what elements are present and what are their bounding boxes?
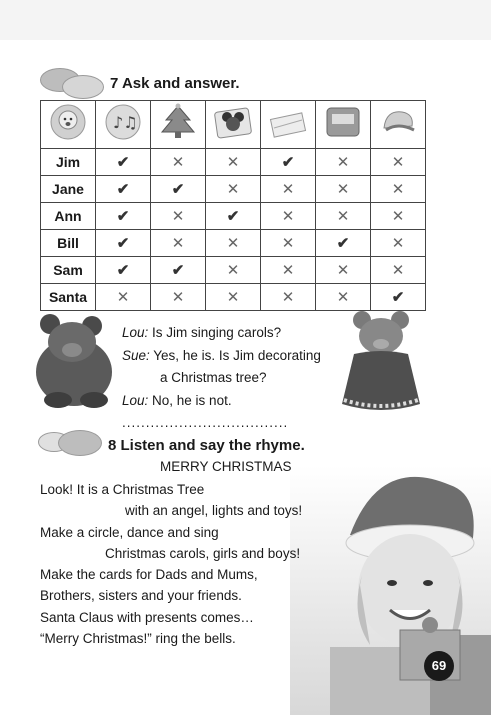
rhyme-line: with an angel, lights and toys! xyxy=(125,503,303,519)
cross-mark: ✕ xyxy=(371,149,426,176)
check-mark: ✔ xyxy=(96,176,151,203)
cross-mark: ✕ xyxy=(206,176,261,203)
table-icon-cell xyxy=(41,101,96,149)
speaker-label: Lou: xyxy=(122,325,149,340)
check-mark: ✔ xyxy=(261,149,316,176)
top-band xyxy=(0,0,491,40)
dialogue-line xyxy=(122,322,321,345)
table-icon-cell xyxy=(261,101,316,149)
cross-mark: ✕ xyxy=(151,230,206,257)
dialogue-line xyxy=(122,390,321,413)
rhyme-line: Santa Claus with presents comes… xyxy=(40,609,254,625)
table-row xyxy=(41,149,426,176)
answer-blank: ................................... xyxy=(122,415,289,430)
christmas-tree-icon xyxy=(156,102,200,142)
section-8-title: 8 Listen and say the rhyme. xyxy=(108,436,305,454)
cross-mark: ✕ xyxy=(316,203,371,230)
cross-mark: ✕ xyxy=(371,203,426,230)
teddy-bear-photo xyxy=(28,310,120,410)
cross-mark: ✕ xyxy=(151,284,206,311)
cross-mark: ✕ xyxy=(371,230,426,257)
girl-santa-hat-photo xyxy=(290,465,491,715)
icon-row xyxy=(41,101,426,149)
cross-mark: ✕ xyxy=(206,284,261,311)
dialogue-text: No, he is not. xyxy=(148,392,232,408)
table-row xyxy=(41,203,426,230)
svg-text:♪♫: ♪♫ xyxy=(113,113,138,132)
check-mark: ✔ xyxy=(316,230,371,257)
dialogue-line xyxy=(122,345,321,368)
cross-mark: ✕ xyxy=(371,176,426,203)
cross-mark: ✕ xyxy=(206,257,261,284)
cross-mark: ✕ xyxy=(261,203,316,230)
table-icon-cell xyxy=(151,101,206,149)
table-icon-cell xyxy=(316,101,371,149)
speaker-label: Lou: xyxy=(122,392,149,408)
cross-mark: ✕ xyxy=(316,257,371,284)
dialogue-line: a Christmas tree? xyxy=(160,370,267,385)
cross-mark: ✕ xyxy=(206,149,261,176)
cross-mark: ✕ xyxy=(316,176,371,203)
check-mark: ✔ xyxy=(371,284,426,311)
check-mark: ✔ xyxy=(96,203,151,230)
rhyme-line: Christmas carols, girls and boys! xyxy=(105,545,301,561)
table-row xyxy=(41,284,426,311)
cross-mark: ✕ xyxy=(261,176,316,203)
table-icon-cell xyxy=(96,101,151,149)
presents-icon xyxy=(266,102,310,142)
rhyme-line: Make the cards for Dads and Mums, xyxy=(40,567,258,583)
cross-mark: ✕ xyxy=(261,284,316,311)
rhyme-text xyxy=(40,479,302,649)
check-mark: ✔ xyxy=(96,257,151,284)
table-row xyxy=(41,176,426,203)
toy-icon xyxy=(321,102,365,142)
singing-boy-icon xyxy=(46,102,90,142)
table-icon-cell xyxy=(206,101,261,149)
rhyme-line: Brothers, sisters and your friends. xyxy=(40,588,242,604)
row-name-cell: Santa xyxy=(41,284,96,311)
cross-mark: ✕ xyxy=(316,149,371,176)
speech-bubbles-icon xyxy=(38,428,104,462)
table-icon-cell xyxy=(371,101,426,149)
row-name-cell: Bill xyxy=(41,230,96,257)
music-notes-icon xyxy=(101,102,145,142)
row-name-cell: Jane xyxy=(41,176,96,203)
check-mark: ✔ xyxy=(96,149,151,176)
cross-mark: ✕ xyxy=(316,284,371,311)
rhyme-line: Look! It is a Christmas Tree xyxy=(40,482,205,497)
bells-icon xyxy=(376,102,420,142)
row-name-cell: Jim xyxy=(41,149,96,176)
table-body xyxy=(41,149,426,311)
rhyme-title: MERRY CHRISTMAS xyxy=(160,459,292,474)
check-mark: ✔ xyxy=(151,257,206,284)
row-name-cell: Sam xyxy=(41,257,96,284)
cross-mark: ✕ xyxy=(151,203,206,230)
check-mark: ✔ xyxy=(206,203,261,230)
rhyme-line: “Merry Christmas!” ring the bells. xyxy=(40,631,236,647)
mickey-card-icon xyxy=(211,102,255,142)
cross-mark: ✕ xyxy=(371,257,426,284)
check-mark: ✔ xyxy=(151,176,206,203)
check-mark: ✔ xyxy=(96,230,151,257)
teddy-bear-dress-photo xyxy=(340,308,422,414)
dialogue-block xyxy=(122,322,321,435)
speaker-label: Sue: xyxy=(122,347,150,363)
section-7-title: 7 Ask and answer. xyxy=(110,74,240,92)
table-row xyxy=(41,257,426,284)
row-name-cell: Ann xyxy=(41,203,96,230)
cross-mark: ✕ xyxy=(96,284,151,311)
page-number: 69 xyxy=(424,651,454,681)
section-8-header xyxy=(38,428,305,462)
dialogue-text: Is Jim singing carols? xyxy=(148,325,282,340)
cross-mark: ✕ xyxy=(261,230,316,257)
cross-mark: ✕ xyxy=(151,149,206,176)
activity-table xyxy=(40,100,426,311)
dialogue-text: Yes, he is. Is Jim decorating xyxy=(149,347,321,363)
rhyme-line: Make a circle, dance and sing xyxy=(40,524,219,540)
speech-bubbles-icon xyxy=(40,66,106,100)
table-row xyxy=(41,230,426,257)
section-7-header xyxy=(40,66,240,100)
cross-mark: ✕ xyxy=(206,230,261,257)
cross-mark: ✕ xyxy=(261,257,316,284)
